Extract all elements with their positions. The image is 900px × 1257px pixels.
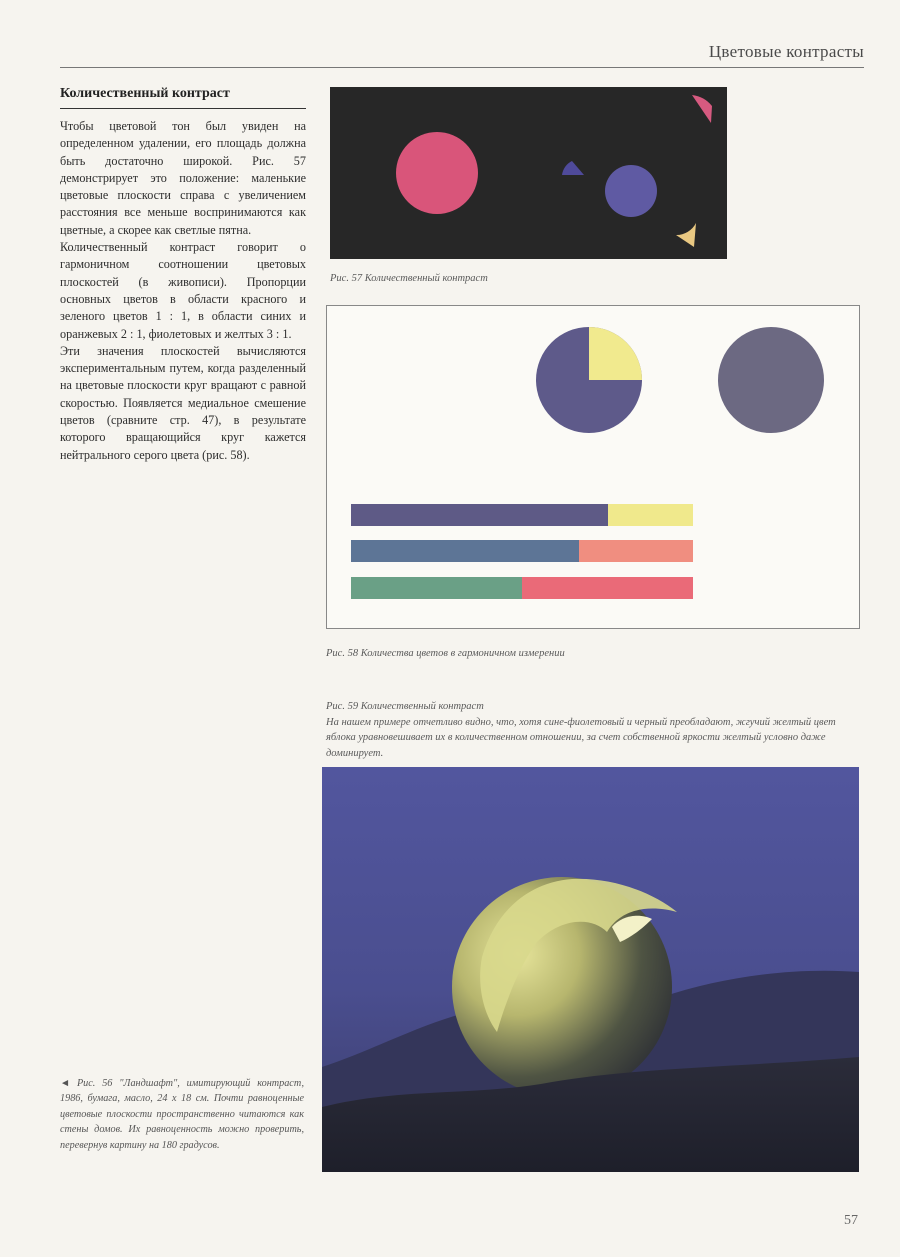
painting-graphic	[322, 767, 859, 1172]
paragraph-3: Эти значения плоскостей вычисляются экспериментальным путем, когда разделенный на цветовые плоскости круг вращают с равной скоростью. Появляется медиальное смешение цветов (сравните стр. 47), в результате которого вращающийся круг кажется нейтрального серого цвета (рис. 58).	[60, 343, 306, 462]
bar-2-left-segment	[351, 540, 579, 562]
bar-3-left-segment	[351, 577, 522, 599]
bar-3-right-segment	[522, 577, 693, 599]
paragraph-1: Чтобы цветовой тон был увиден на определенном удалении, его площадь должна быть достаточно широкой. Рис. 57 демонстрирует это положение: маленькие цветовые плоскости справа с увеличением расстояния все меньше воспринимаются как цветные, а скорее как светлые пятна.	[60, 119, 306, 237]
bar-2-right-segment	[579, 540, 693, 562]
painting-apple	[322, 767, 859, 1172]
section-title: Количественный контраст	[60, 86, 306, 109]
paragraph-2: Количественный контраст говорит о гармоничном соотношении цветовых плоскостей (в живописи). Пропорции основных цветов в области красного и зеленого цветов 1 : 1, в области синих и оранжевых 2 : 1, фиолетовых и желтых 3 : 1.	[60, 240, 306, 341]
fig57-caption: Рис. 57 Количественный контраст	[330, 273, 488, 284]
page-number: 57	[844, 1213, 858, 1228]
fig56-caption: ◄ Рис. 56 "Ландшафт", имитирующий контраст, 1986, бумага, масло, 24 x 18 см. Почти равноценные цветовые плоскости пространственно читаются как стены домов. Их равноценность можно проверить, перевернув картину на 180 градусов.	[60, 1078, 304, 1151]
figure-57-graphic	[330, 87, 727, 259]
fig59-caption-title: Рис. 59 Количественный контраст	[326, 701, 484, 712]
small-yellow-sector	[676, 223, 696, 247]
body-text	[60, 118, 306, 464]
neutral-grey-circle	[718, 327, 824, 433]
small-violet-sector	[562, 161, 584, 175]
bar-1-right-segment	[608, 504, 693, 526]
fig59-caption-text: На нашем примере отчетливо видно, что, хотя сине-фиолетовый и черный преобладают, жгучий желтый цвет яблока уравновешивает их в количественном отношении, за счет собственной яркости желтый условно даже доминирует.	[326, 716, 836, 759]
proportion-bars	[351, 504, 693, 599]
fig58-caption: Рис. 58 Количества цветов в гармоничном измерении	[326, 648, 565, 659]
small-red-sector	[692, 95, 712, 123]
figure-58	[326, 305, 860, 629]
figure-57	[330, 87, 727, 259]
violet-circle	[605, 165, 657, 217]
bar-1-left-segment	[351, 504, 608, 526]
header-rule	[60, 67, 864, 68]
running-title: Цветовые контрасты	[708, 42, 864, 61]
large-red-circle	[396, 132, 478, 214]
figure-58-graphic	[327, 306, 859, 628]
divided-circle-yellow-quadrant	[589, 327, 642, 380]
fig59-caption	[326, 699, 862, 761]
